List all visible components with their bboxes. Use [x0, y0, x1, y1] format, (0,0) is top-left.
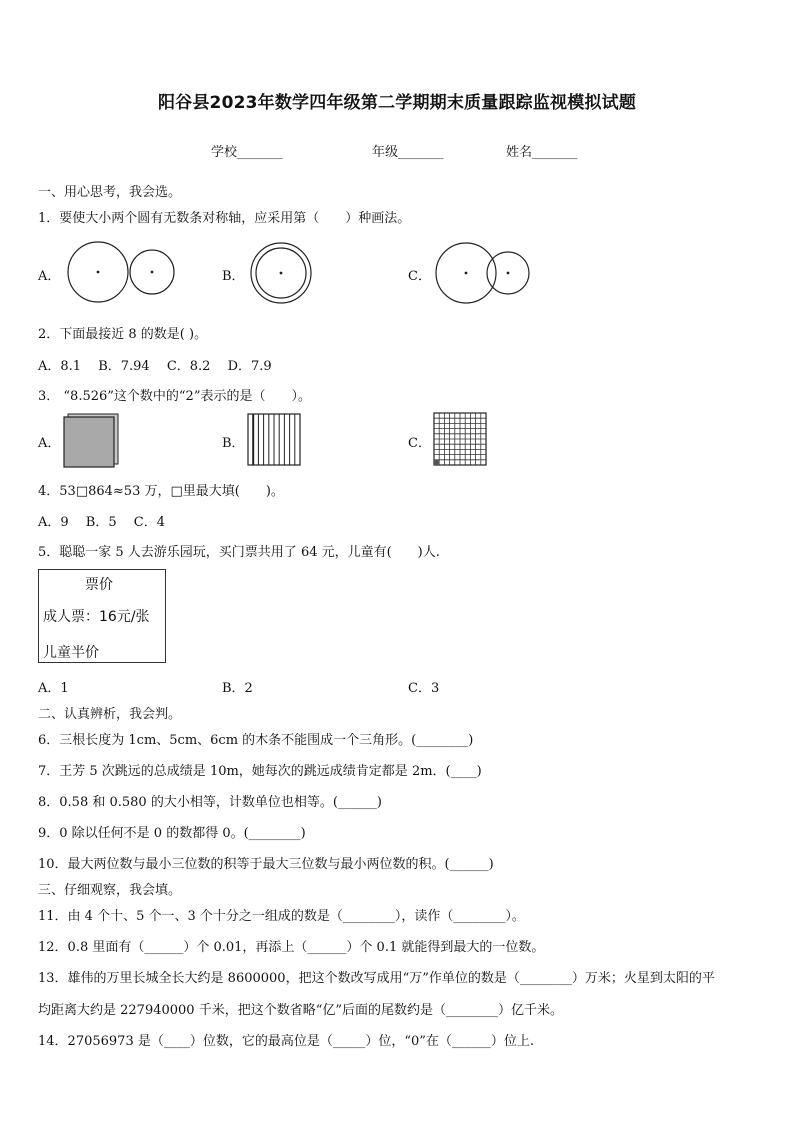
- question-11: 11．由 4 个十、5 个一、3 个十分之一组成的数是（________），读作（________）。: [38, 909, 525, 924]
- question-13-line-1: 13．雄伟的万里长城全长大约是 8600000，把这个数改写成用“万”作单位的数是（________）万米；火星到太阳的平: [38, 971, 715, 986]
- q1-option-a-label: A．: [38, 269, 61, 284]
- shaded-grid-cell: [434, 460, 439, 465]
- section-3-heading: 三、仔细观察，我会填。: [38, 883, 182, 898]
- ticket-title: 票价: [85, 577, 113, 593]
- question-7: 7．王芳 5 次跳远的总成绩是 10m，她每次的跳远成绩肯定都是 2m．(____): [38, 764, 482, 779]
- q4-options: A．9 B．5 C．4: [38, 515, 165, 530]
- question-12: 12．0.8 里面有（______）个 0.01，再添上（______）个 0.1 就能得到最大的一位数。: [38, 940, 545, 955]
- q3-option-b-label: B．: [222, 436, 245, 451]
- q3-figure-a: [64, 414, 120, 468]
- question-5: 5．聪聪一家 5 人去游乐园玩，买门票共用了 64 元，儿童有( )人.: [38, 545, 440, 560]
- q1-figure-a: [66, 242, 176, 302]
- q1-option-b-label: B．: [222, 269, 245, 284]
- question-8: 8．0.58 和 0.580 的大小相等，计数单位也相等。(______): [38, 795, 382, 810]
- q1-option-c-label: C．: [408, 269, 431, 284]
- question-9: 9．0 除以任何不是 0 的数都得 0。(________): [38, 826, 306, 841]
- section-1-heading: 一、用心思考，我会选。: [38, 185, 182, 200]
- q2-options: A．8.1 B．7.94 C．8.2 D．7.9: [38, 359, 272, 374]
- q1-figure-b: [249, 242, 313, 304]
- q3-figure-b: [248, 414, 302, 466]
- q3-option-a-label: A．: [38, 436, 61, 451]
- q5-option-a: A．1: [38, 681, 69, 696]
- q1-figure-c: [435, 242, 535, 304]
- q5-option-b: B．2: [222, 681, 253, 696]
- question-14: 14．27056973 是（____）位数，它的最高位是（_____）位，“0”在（______）位上.: [38, 1034, 535, 1049]
- question-4: 4．53□864≈53 万，□里最大填( )。: [38, 484, 284, 499]
- ticket-price-box: [38, 569, 166, 663]
- question-13-line-2: 均距离大约是 227940000 千米，把这个数省略“亿”后面的尾数约是（________）亿千米。: [38, 1003, 563, 1018]
- question-2: 2．下面最接近 8 的数是( )。: [38, 327, 208, 342]
- ticket-adult-price: 成人票：16元/张: [43, 609, 150, 625]
- q5-option-c: C．3: [408, 681, 440, 696]
- school-field: 学校_______: [211, 145, 283, 160]
- ticket-child-price: 儿童半价: [43, 645, 99, 661]
- question-6: 6．三根长度为 1cm、5cm、6cm 的木条不能围成一个三角形。(________): [38, 733, 474, 748]
- grade-field: 年级_______: [372, 145, 444, 160]
- q3-option-c-label: C．: [408, 436, 431, 451]
- question-10: 10．最大两位数与最小三位数的积等于最大三位数与最小两位数的积。(______): [38, 857, 494, 872]
- name-field: 姓名_______: [506, 145, 578, 160]
- section-2-heading: 二、认真辨析，我会判。: [38, 707, 182, 722]
- q3-figure-c: [434, 413, 488, 467]
- question-3: 3． “8.526”这个数中的“2”表示的是（ ）。: [38, 389, 311, 404]
- page-title: 阳谷县2023年数学四年级第二学期期末质量跟踪监视模拟试题: [157, 93, 637, 113]
- question-1: 1．要使大小两个圆有无数条对称轴，应采用第（ ）种画法。: [38, 211, 411, 226]
